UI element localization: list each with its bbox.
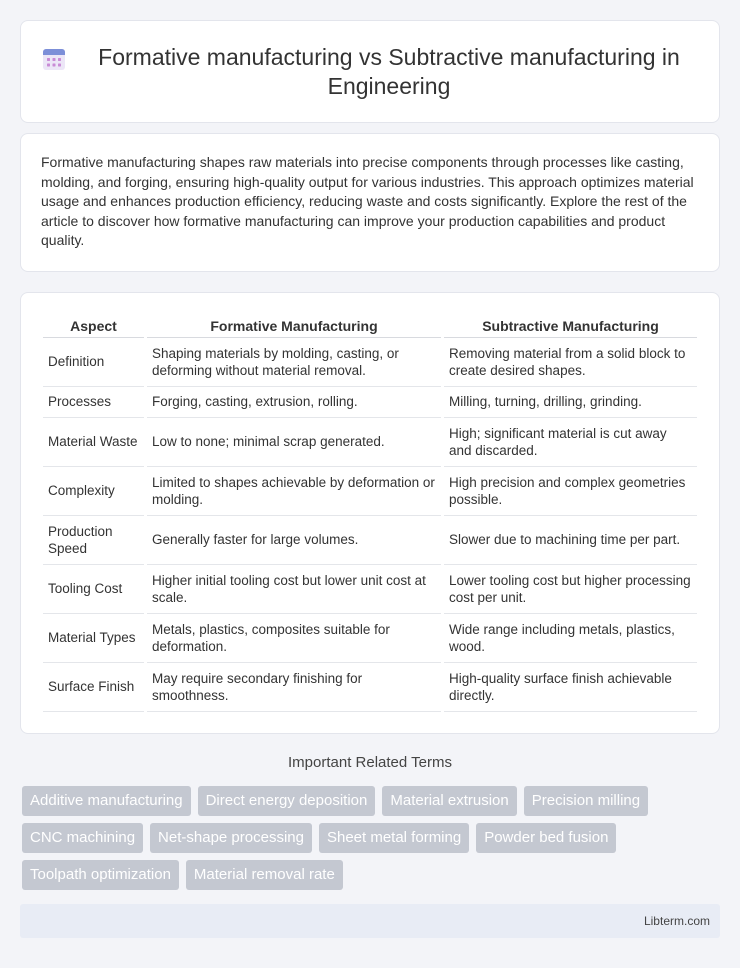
table-row: [43, 565, 697, 614]
table-row: [43, 467, 697, 516]
related-term-tag[interactable]: Material extrusion: [382, 786, 516, 816]
cell-aspect: Processes: [43, 387, 144, 418]
related-term-tag[interactable]: CNC machining: [22, 823, 143, 853]
cell-aspect: Production Speed: [43, 516, 144, 565]
table-row: [43, 516, 697, 565]
cell-aspect: Tooling Cost: [43, 565, 144, 614]
comparison-table: [40, 313, 700, 712]
cell-subtractive: High precision and complex geometries possible.: [444, 467, 697, 516]
cell-formative: Forging, casting, extrusion, rolling.: [147, 387, 441, 418]
cell-subtractive: Slower due to machining time per part.: [444, 516, 697, 565]
table-row: [43, 614, 697, 663]
related-term-tag[interactable]: Powder bed fusion: [476, 823, 616, 853]
cell-subtractive: Lower tooling cost but higher processing cost per unit.: [444, 565, 697, 614]
cell-subtractive: Milling, turning, drilling, grinding.: [444, 387, 697, 418]
header-formative: Formative Manufacturing: [147, 313, 441, 338]
cell-formative: Metals, plastics, composites suitable for deformation.: [147, 614, 441, 663]
title-wrap: [41, 43, 699, 101]
table-row: [43, 418, 697, 467]
cell-formative: Shaping materials by molding, casting, or deforming without material removal.: [147, 338, 441, 387]
related-term-tag[interactable]: Direct energy deposition: [198, 786, 376, 816]
cell-aspect: Surface Finish: [43, 663, 144, 712]
related-terms-heading: Important Related Terms: [288, 754, 452, 771]
table-header-row: [43, 313, 697, 338]
cell-subtractive: Removing material from a solid block to create desired shapes.: [444, 338, 697, 387]
cell-formative: Limited to shapes achievable by deformation or molding.: [147, 467, 441, 516]
table-row: [43, 387, 697, 418]
comparison-table-card: [20, 292, 720, 734]
related-term-tag[interactable]: Precision milling: [524, 786, 648, 816]
cell-aspect: Complexity: [43, 467, 144, 516]
page-title: Formative manufacturing vs Subtractive manufacturing in Engineering: [98, 43, 680, 99]
header-aspect: Aspect: [43, 313, 144, 338]
header-subtractive: Subtractive Manufacturing: [444, 313, 697, 338]
cell-aspect: Definition: [43, 338, 144, 387]
footer: [20, 904, 720, 938]
cell-subtractive: High; significant material is cut away and discarded.: [444, 418, 697, 467]
related-term-tag[interactable]: Net-shape processing: [150, 823, 312, 853]
table-row: [43, 663, 697, 712]
cell-formative: Low to none; minimal scrap generated.: [147, 418, 441, 467]
related-term-tag[interactable]: Additive manufacturing: [22, 786, 191, 816]
cell-formative: May require secondary finishing for smoothness.: [147, 663, 441, 712]
cell-formative: Generally faster for large volumes.: [147, 516, 441, 565]
calendar-grid-icon: [41, 46, 67, 72]
title-card: [20, 20, 720, 123]
table-row: [43, 338, 697, 387]
related-term-tag[interactable]: Toolpath optimization: [22, 860, 179, 890]
related-term-tag[interactable]: Material removal rate: [186, 860, 343, 890]
related-term-tag[interactable]: Sheet metal forming: [319, 823, 469, 853]
cell-aspect: Material Waste: [43, 418, 144, 467]
cell-aspect: Material Types: [43, 614, 144, 663]
intro-card: [20, 133, 720, 272]
related-terms-list: [22, 786, 722, 890]
cell-subtractive: Wide range including metals, plastics, wood.: [444, 614, 697, 663]
footer-site-link[interactable]: Libterm.com: [643, 914, 710, 928]
intro-paragraph: Formative manufacturing shapes raw materials into precise components through processes like casting, molding, and forging, ensuring high-quality output for various industries. This approach optimizes material usage and enhances production efficiency, reducing waste and costs significantly. Explore the rest of the article to discover how formative manufacturing can improve your production capabilities and product quality.: [41, 154, 694, 248]
cell-subtractive: High-quality surface finish achievable directly.: [444, 663, 697, 712]
cell-formative: Higher initial tooling cost but lower unit cost at scale.: [147, 565, 441, 614]
